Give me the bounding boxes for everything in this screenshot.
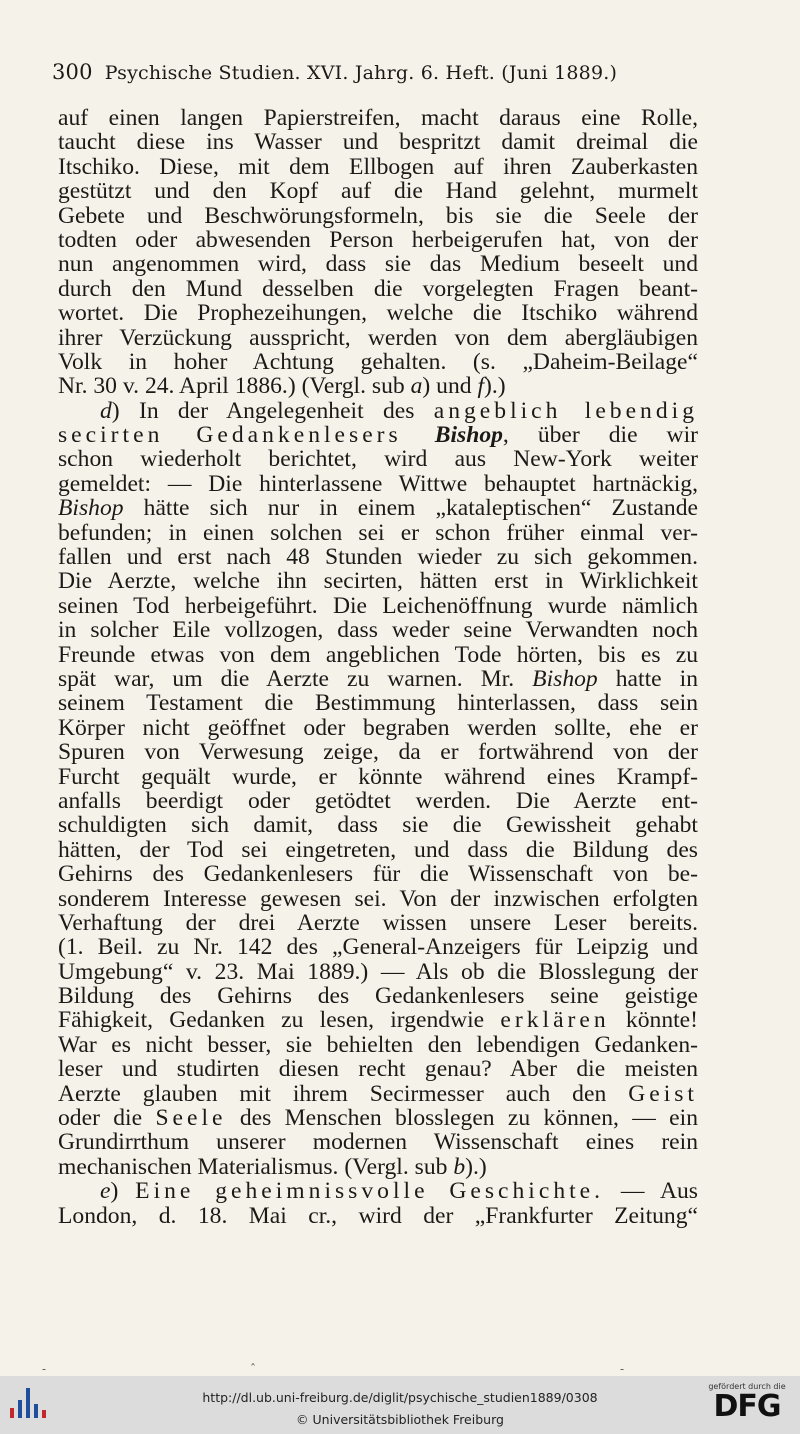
text-segment: Itschiko. Diese, mit dem Ellbogen auf ihren Zauberkasten [58, 154, 698, 180]
text-segment: Aerzte glauben mit ihrem Secirmesser auch den [58, 1081, 629, 1107]
text-line [58, 472, 698, 496]
text-line [58, 1155, 698, 1179]
text-segment: a [410, 374, 423, 399]
text-segment: Nr. 30 v. 24. April 1886.) (Vergl. sub [58, 374, 411, 399]
dfg-logo-text: DFG [713, 1389, 781, 1424]
text-segment: gemeldet: — Die hinterlassene Wittwe behauptet hartnäckig, [58, 471, 698, 497]
text-segment: — Aus [604, 1179, 698, 1204]
text-segment: könnte! [609, 1008, 698, 1033]
text-line [58, 447, 698, 471]
text-segment: Körper nicht geöffnet oder begraben werden sollte, ehe er [58, 715, 698, 741]
text-line [58, 1008, 698, 1032]
text-segment: ) In der Angelegenheit des [111, 398, 434, 424]
text-segment: seinem Testament die Bestimmung hinterlassen, dass sein [58, 691, 698, 716]
text-segment: Geist [628, 1081, 698, 1107]
text-segment: secirten Gedankenlesers [58, 423, 435, 448]
text-segment: durch den Mund desselben die vorgelegten Fragen beant- [58, 276, 698, 302]
text-segment: sonderem Interesse gewesen sei. Von der inzwischen erfolgten [58, 886, 698, 911]
text-segment: e [100, 1179, 111, 1204]
scan-mark: - [42, 1362, 47, 1376]
text-segment: Die Aerzte, welche ihn secirten, hätten erst in Wirklichkeit [58, 569, 698, 594]
text-segment: Grundirrthum unserer modernen Wissenschaft eines rein [58, 1130, 698, 1155]
scan-mark: ˆ [250, 1362, 256, 1376]
text-segment: Verhaftung der drei Aerzte wissen unsere Leser bereits. [58, 910, 698, 936]
text-segment: f [477, 374, 484, 399]
text-segment: Seele [155, 1106, 227, 1131]
text-segment: des Menschen blosslegen zu können, — ein [226, 1106, 698, 1131]
funder-caption: gefördert durch die [708, 1382, 786, 1391]
text-segment: in solcher Eile vollzogen, dass weder seine Verwandten noch [58, 618, 698, 643]
text-segment: fallen und erst nach 48 Stunden wieder zu sich gekommen. [58, 545, 698, 570]
text-line [58, 1057, 698, 1081]
text-segment: leser und studirten diesen recht genau? Aber die meisten [58, 1057, 698, 1082]
text-line [58, 935, 698, 959]
text-segment: schon wiederholt berichtet, wird aus New-York weiter [58, 447, 698, 472]
text-segment: d [100, 398, 112, 424]
text-segment: Fähigkeit, Gedanken zu lesen, irgendwie [58, 1008, 501, 1033]
text-line [58, 1033, 698, 1057]
text-segment: ) und [422, 374, 478, 399]
text-segment: War es nicht besser, sie behielten den lebendigen Gedanken- [58, 1032, 698, 1058]
text-line [58, 1106, 698, 1130]
text-segment: Bishop [58, 496, 124, 521]
text-segment: wortet. Die Prophezeihungen, welche die Itschiko während [58, 301, 698, 326]
text-line [58, 1130, 698, 1154]
text-segment: ).) [484, 374, 506, 399]
text-line [58, 594, 698, 618]
dfg-logo[interactable] [702, 1382, 792, 1423]
text-line [58, 691, 698, 715]
text-line [58, 667, 698, 691]
text-line [58, 521, 698, 545]
text-segment: anfalls beerdigt oder getödtet werden. Die Aerzte ent- [58, 788, 698, 814]
viewer-footer [0, 1376, 800, 1434]
text-line [58, 228, 698, 252]
text-line [58, 545, 698, 569]
text-line [58, 155, 698, 179]
text-line [58, 569, 698, 593]
text-segment: auf einen langen Papierstreifen, macht daraus eine Rolle, [58, 106, 698, 131]
running-title: Psychische Studien. XVI. Jahrg. 6. Heft. (Juni 1889.) [104, 62, 618, 84]
text-segment: Spuren von Verwesung zeige, da er fortwährend von der [58, 740, 698, 765]
text-segment: erklären [500, 1008, 610, 1033]
text-segment: gestützt und den Kopf auf die Hand gelehnt, murmelt [58, 179, 698, 204]
text-segment: Umgebung“ v. 23. Mai 1889.) — Als ob die Blosslegung der [58, 959, 698, 985]
copyright-notice: © Universitätsbibliothek Freiburg [296, 1412, 504, 1427]
text-segment: Freunde etwas von dem angeblichen Tode hörten, bis es zu [58, 642, 698, 667]
text-segment: b [453, 1154, 466, 1180]
text-line [58, 130, 698, 154]
text-line [58, 960, 698, 984]
text-line [58, 326, 698, 350]
text-line [58, 984, 698, 1008]
text-line [58, 887, 698, 911]
text-line [58, 813, 698, 837]
text-line [58, 179, 698, 203]
page-number: 300 [52, 60, 93, 84]
text-line [58, 399, 698, 423]
text-segment: Volk in hoher Achtung gehalten. (s. „Daheim-Beilage“ [58, 349, 698, 375]
text-line [58, 618, 698, 642]
text-line [58, 1204, 698, 1228]
text-line [58, 252, 698, 276]
text-line [58, 911, 698, 935]
text-line [58, 862, 698, 886]
text-segment: angeblich lebendig [433, 398, 698, 424]
text-segment: hätten, der Tod sei eingetreten, und dass die Bildung des [58, 837, 698, 863]
text-line [58, 301, 698, 325]
text-line [58, 496, 698, 520]
text-segment: todten oder abwesenden Person herbeigerufen hat, von der [58, 227, 698, 253]
text-segment: nun angenommen wird, dass sie das Medium beseelt und [58, 252, 698, 277]
text-segment: , über die wir [502, 423, 698, 448]
text-segment: Bildung des Gehirns des Gedankenlesers seine geistige [58, 984, 698, 1009]
text-segment: Furcht gequält wurde, er könnte während eines Krampf- [58, 764, 698, 789]
text-segment: Bishop [532, 666, 598, 692]
text-line [58, 277, 698, 301]
text-segment: hatte in [597, 666, 698, 692]
text-segment: Bishop [434, 423, 503, 448]
text-line [58, 740, 698, 764]
text-segment: schuldigten sich damit, dass sie die Gewissheit gehabt [58, 813, 698, 838]
running-header [52, 60, 752, 84]
text-line [58, 789, 698, 813]
text-segment: befunden; in einen solchen sei er schon früher einmal ver- [58, 520, 698, 546]
text-line [58, 1082, 698, 1106]
text-line [58, 350, 698, 374]
text-line [58, 106, 698, 130]
text-line [58, 423, 698, 447]
text-line [58, 643, 698, 667]
text-segment: hätte sich nur in einem „kataleptischen“ Zustande [123, 496, 698, 521]
body-text [58, 106, 698, 1228]
text-line [58, 204, 698, 228]
text-segment: taucht diese ins Wasser und bespritzt damit dreimal die [58, 130, 698, 155]
text-segment: spät war, um die Aerzte zu warnen. Mr. [58, 666, 533, 692]
text-segment: London, d. 18. Mai cr., wird der „Frankfurter Zeitung“ [58, 1203, 698, 1228]
text-line [58, 838, 698, 862]
text-segment: ihrer Verzückung ausspricht, werden von dem abergläubigen [58, 325, 698, 350]
text-segment: (1. Beil. zu Nr. 142 des „General-Anzeigers für Leipzig und [58, 935, 698, 960]
text-segment: seinen Tod herbeigeführt. Die Leichenöffnung wurde nämlich [58, 593, 698, 619]
scan-mark: - [620, 1362, 625, 1376]
permalink-url[interactable]: http://dl.ub.uni-freiburg.de/diglit/psychische_studien1889/0308 [202, 1390, 598, 1405]
text-segment: Gehirns des Gedankenlesers für die Wissenschaft von be- [58, 862, 698, 887]
text-segment: ) [110, 1179, 136, 1204]
text-segment: Eine geheimnissvolle Geschichte. [135, 1179, 605, 1204]
text-line [58, 1179, 698, 1203]
text-segment: oder die [58, 1106, 156, 1131]
text-line [58, 765, 698, 789]
text-segment: ).) [465, 1154, 487, 1180]
text-segment: mechanischen Materialismus. (Vergl. sub [58, 1154, 454, 1180]
text-line [58, 716, 698, 740]
text-line [58, 374, 698, 398]
text-segment: Gebete und Beschwörungsformeln, bis sie die Seele der [58, 203, 698, 228]
